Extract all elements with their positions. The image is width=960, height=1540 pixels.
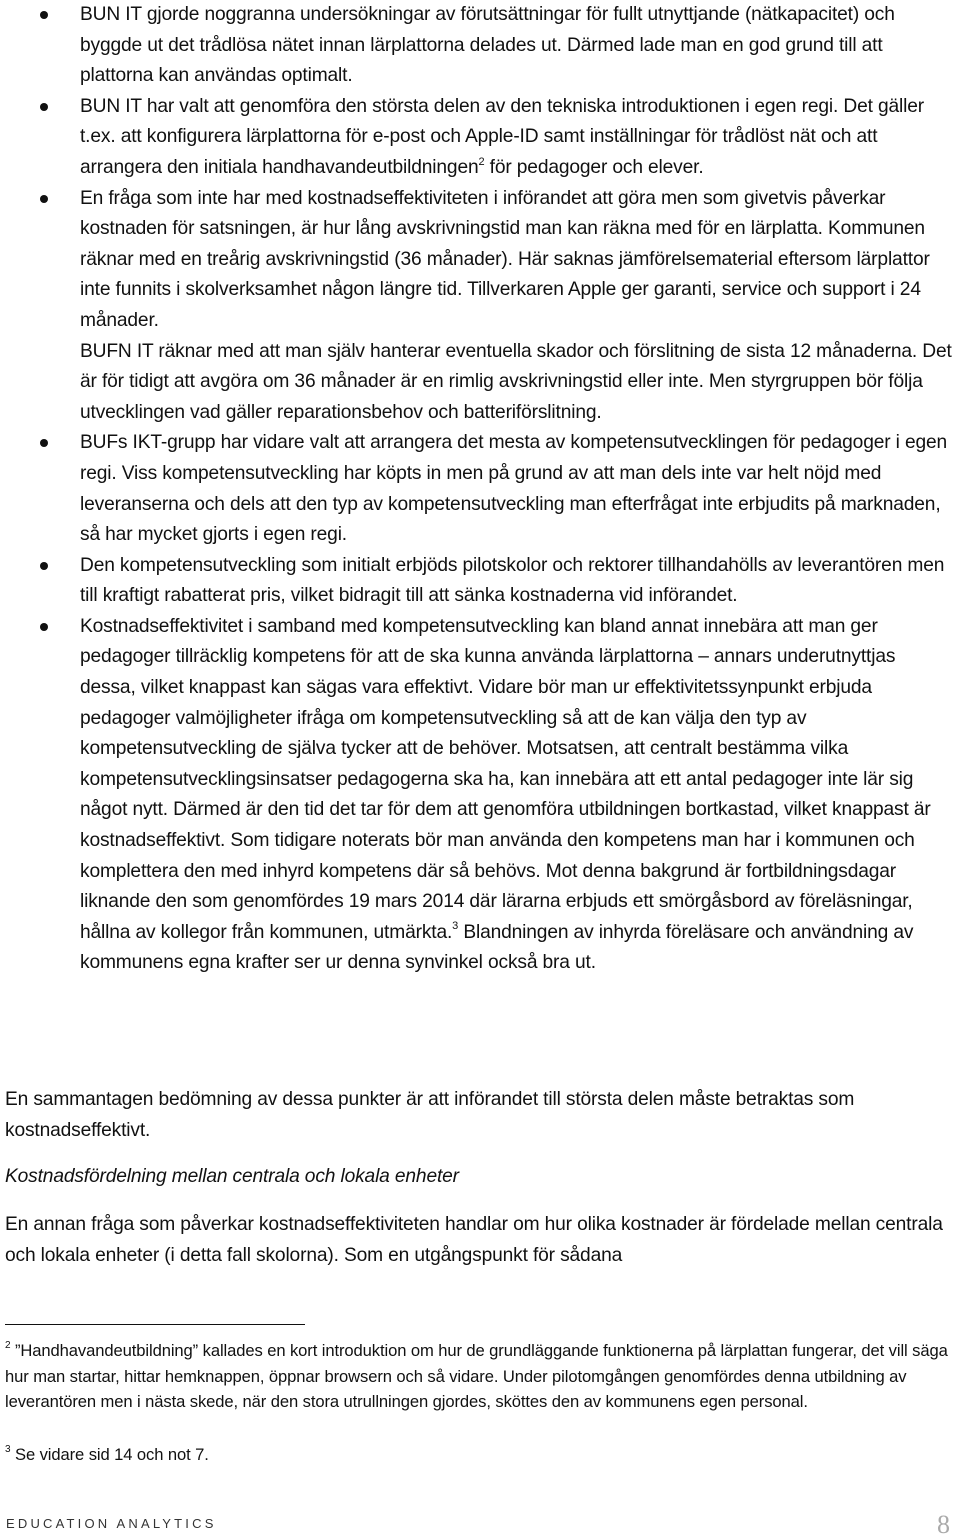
footnote-ref-2[interactable]: 2 xyxy=(478,155,485,168)
footnote-number: 3 xyxy=(5,1444,11,1456)
footnote-ref-3[interactable]: 3 xyxy=(452,920,459,933)
list-item xyxy=(0,184,960,429)
list-item xyxy=(0,428,960,550)
footnote-divider xyxy=(5,1324,305,1325)
footnote-text: Se vidare sid 14 och not 7. xyxy=(10,1445,209,1464)
list-item-text: BUN IT gjorde noggranna undersökningar av förutsättningar för fullt utnyttjande (nätkapacitet) och byggde ut det trådlösa nätet innan lärplattorna delades ut. Därmed lade man en god grund till att plattorna kan användas optimalt. xyxy=(80,4,895,87)
footnote-2 xyxy=(5,1338,950,1415)
bullet-icon xyxy=(40,439,48,447)
footer-brand-logo: EDUCATION ANALYTICS xyxy=(6,1516,217,1531)
list-item-text-part: för pedagoger och elever. xyxy=(484,156,704,178)
bullet-icon xyxy=(40,623,48,631)
list-item-text-continued: BUFN IT räknar med att man själv hanterar eventuella skador och förslitning de sista 12 månaderna. Det är för tidigt att avgöra om 36 månader är en rimlig avskrivningstid eller inte. Men styrgruppen bör följa utvecklingen vad gäller reparationsbehov och batteriförslitning. xyxy=(80,340,952,423)
list-item xyxy=(0,0,960,92)
list-item xyxy=(0,551,960,612)
bullet-icon xyxy=(40,195,48,203)
bullet-icon xyxy=(40,11,48,19)
footnote-number: 2 xyxy=(5,1340,11,1352)
list-item xyxy=(0,92,960,184)
section-paragraph: En annan fråga som påverkar kostnadseffektiviteten handlar om hur olika kostnader är fördelade mellan centrala och lokala enheter (i detta fall skolorna). Som en utgångspunkt för sådana xyxy=(5,1214,943,1266)
list-item-text-part: BUN IT har valt att genomföra den största delen av den tekniska introduktionen i egen regi. Det gäller t.ex. att konfigurera lärplattorna för e-post och Apple-ID samt inställningar för trådlöst nät och att arrangera den initiala handhavandeutbildningen xyxy=(80,95,925,178)
page-number: 8 xyxy=(937,1510,950,1539)
list-item-text xyxy=(80,612,952,979)
bullet-icon xyxy=(40,103,48,111)
bullet-icon xyxy=(40,562,48,570)
list-item-text: BUFs IKT-grupp har vidare valt att arrangera det mesta av kompetensutvecklingen för pedagoger i egen regi. Viss kompetensutveckling har köpts in men på grund av att man dels inte var helt nöjd med leveranserna och dels att den typ av kompetensutveckling man efterfrågat inte erbjudits på marknaden, så har mycket gjorts i egen regi. xyxy=(80,432,948,546)
footnote-text: ”Handhavandeutbildning” kallades en kort introduktion om hur de grundläggande funktionerna på lärplattan fungerar, det vill säga hur man startar, hittar hemknappen, öppnar browsern och så vidare. Under pilotomgången genomfördes denna utbildning av leverantören men i nästa skede, när den stora utrullningen gjordes, sköttes den av kommunens egen personal. xyxy=(5,1341,948,1412)
list-item-text: Den kompetensutveckling som initialt erbjöds pilotskolor och rektorer tillhandahölls av leverantören men till kraftigt rabatterat pris, vilket bidragit till att sänka kostnaderna vid införandet. xyxy=(80,554,945,607)
footnote-3 xyxy=(5,1442,950,1468)
list-item-text xyxy=(80,92,952,184)
list-item-text-part: Blandningen av inhyrda föreläsare och användning av kommunens egna krafter ser ur denna synvinkel också bra ut. xyxy=(80,921,914,974)
list-item-text-part: Kostnadseffektivitet i samband med kompetensutveckling kan bland annat innebära att man ger pedagoger tillräcklig kompetens för att de ska kunna använda lärplattorna – annars underutnyttjas dessa, vilket knappast kan sägas vara effektivt. Vidare bör man ur effektivitetssynpunkt erbjuda pedagoger valmöjligheter ifråga om kompetensutveckling så att de kan välja den typ av kompetensutveckling de själva tycker att de behöver. Motsatsen, att centralt bestämma vilka kompetensutvecklingsinsatser pedagogerna ska ha, kan innebära att ett antal pedagoger inte lär sig något nytt. Därmed är den tid det tar för dem att genomföra utbildningen bortkastad, vilket knappast är kostnadseffektivt. Som tidigare noterats bör man använda den kompetens man har i kommunen och komplettera den med inhyrd kompetens där så behövs. Mot denna bakgrund är fortbildningsdagar liknande den som genomfördes 19 mars 2014 där lärarna erbjuds ett smörgåsbord av föreläsningar, hållna av kollegor från kommunen, utmärkta. xyxy=(80,615,931,943)
section-heading: Kostnadsfördelning mellan centrala och lokala enheter xyxy=(5,1166,459,1187)
list-item-text: En fråga som inte har med kostnadseffektiviteten i införandet att göra men som givetvis påverkar kostnaden för satsningen, är hur lång avskrivningstid man kan räkna med för en lärplatta. Kommunen räknar med en treårig avskrivningstid (36 månader). Här saknas jämförelsematerial eftersom lärplattor inte funnits i skolverksamhet någon längre tid. Tillverkaren Apple ger garanti, service och support i 24 månader. xyxy=(80,187,930,331)
summary-paragraph: En sammantagen bedömning av dessa punkter är att införandet till största delen måste betraktas som kostnadseffektivt. xyxy=(5,1089,855,1141)
list-item xyxy=(0,612,960,979)
